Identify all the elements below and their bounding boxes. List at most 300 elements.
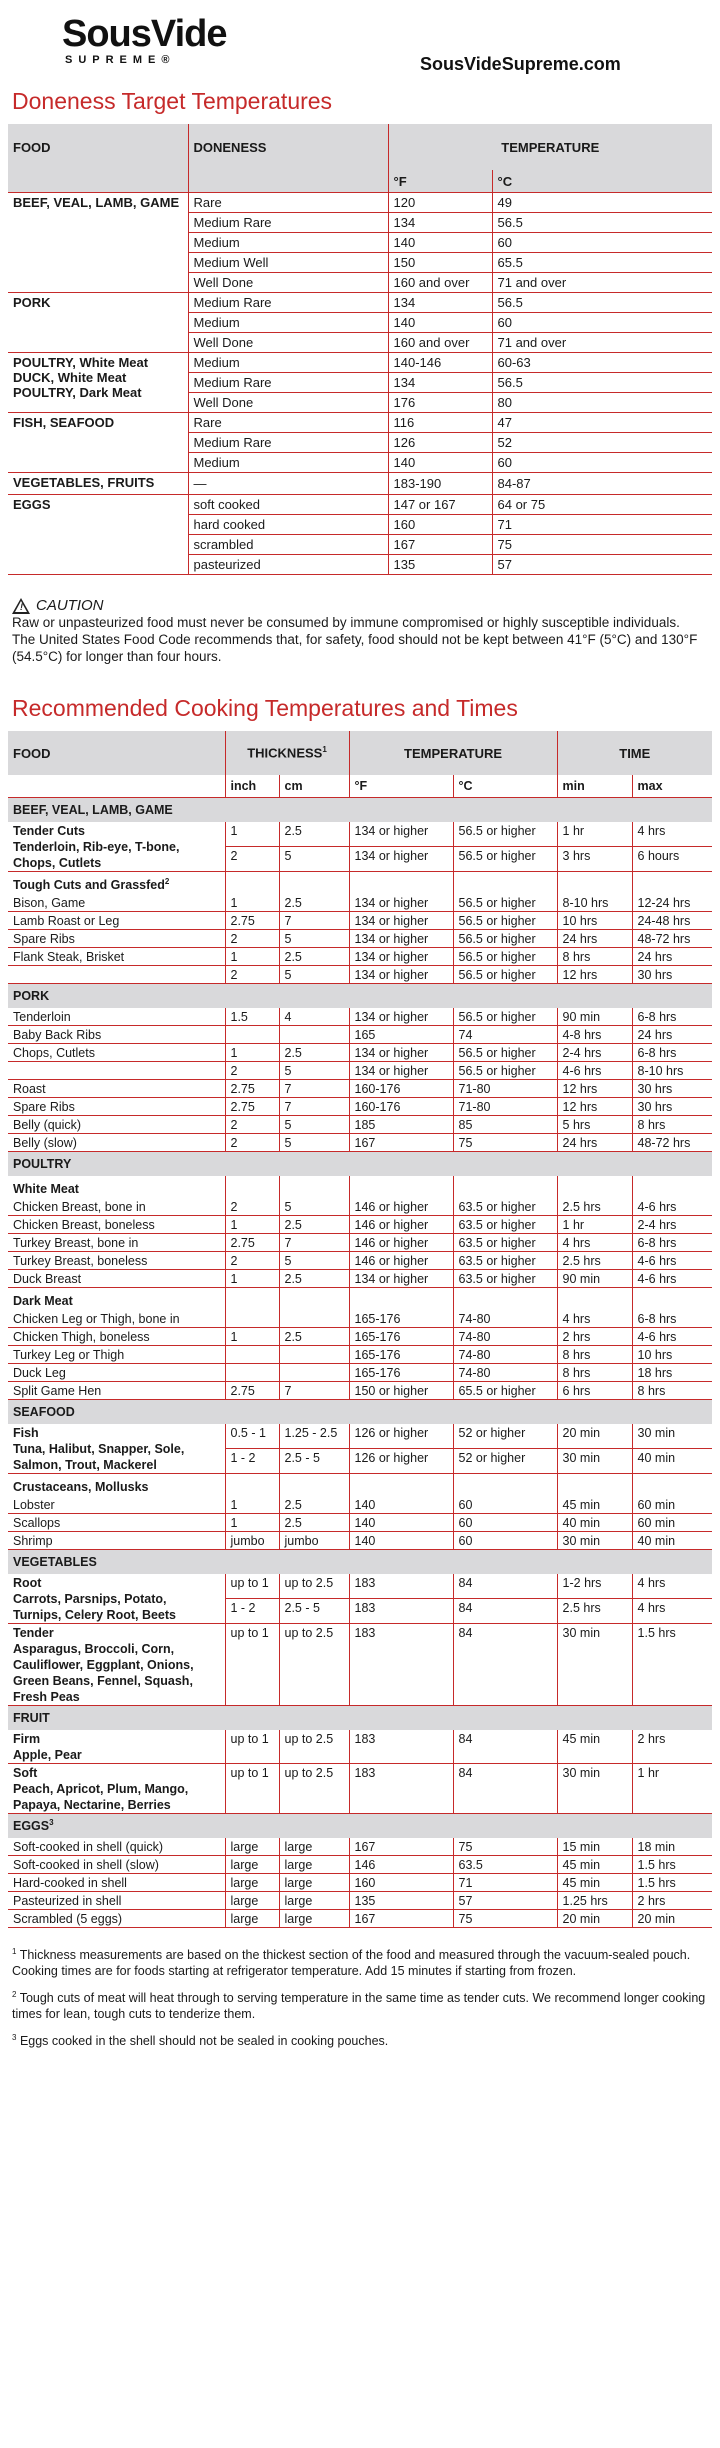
thickness-cm: 2.5 [279,1514,349,1532]
time-max: 1.5 hrs [632,1874,712,1892]
data-row [8,1496,712,1514]
caution-title: CAUTION [36,597,104,614]
time-min: 12 hrs [557,966,632,984]
category-text: VEGETABLES [13,1555,97,1569]
thickness-inch: 1 [225,1514,279,1532]
temp-c: 75 [453,1910,557,1928]
category-label [8,798,712,823]
thickness-cm: 7 [279,1080,349,1098]
data-row [8,1532,712,1550]
doneness-body [8,193,712,575]
food-line: DUCK, White Meat [13,370,127,385]
thickness-inch: 2.75 [225,912,279,930]
time-min: 45 min [557,1730,632,1764]
temp-c: 75 [492,535,712,555]
time-min: 2.5 hrs [557,1598,632,1623]
empty-cell [632,1176,712,1198]
thickness-cm: large [279,1910,349,1928]
time-min: 3 hrs [557,846,632,871]
time-min: 45 min [557,1856,632,1874]
time-max: 2 hrs [632,1892,712,1910]
thickness-inch: up to 1 [225,1574,279,1598]
subgroup-label [8,1624,225,1706]
thickness-inch: 2 [225,1134,279,1152]
thickness-inch: 2 [225,1252,279,1270]
thickness-inch: 1 [225,1328,279,1346]
time-max: 4-6 hrs [632,1328,712,1346]
food-name [8,193,188,293]
temp-c: 60 [492,233,712,253]
subgroup-row [8,872,712,895]
data-row [8,1116,712,1134]
thickness-inch: 2.75 [225,1098,279,1116]
temp-c: 75 [453,1134,557,1152]
temp-f: 140 [349,1532,453,1550]
time-min: 1.25 hrs [557,1892,632,1910]
temp-f: 140 [349,1496,453,1514]
time-min: 1-2 hrs [557,1574,632,1598]
thickness-cm: up to 2.5 [279,1764,349,1814]
temp-f: 134 or higher [349,1062,453,1080]
thickness-inch: 1 [225,948,279,966]
thickness-cm: jumbo [279,1532,349,1550]
thickness-inch [225,1346,279,1364]
time-max: 2 hrs [632,1730,712,1764]
time-max: 24 hrs [632,948,712,966]
food-name: Bison, Game [8,894,225,912]
time-min: 30 min [557,1624,632,1706]
temp-f: 134 [388,213,492,233]
temp-c: 47 [492,413,712,433]
doneness-level: Well Done [188,273,388,293]
thickness-inch: 1 - 2 [225,1448,279,1473]
temp-f: 160 [349,1874,453,1892]
temp-c: 60 [453,1532,557,1550]
data-row [8,1008,712,1026]
food-name: Lobster [8,1496,225,1514]
temp-f: 150 or higher [349,1382,453,1400]
temp-f: 183 [349,1624,453,1706]
footnote-ref: 3 [49,1818,54,1828]
temp-f: 134 or higher [349,948,453,966]
empty-cell [349,1288,453,1311]
temp-c: 60 [453,1514,557,1532]
data-row [8,1328,712,1346]
category-text: SEAFOOD [13,1405,75,1419]
subgroup-row [8,1474,712,1497]
thickness-cm: 2.5 - 5 [279,1598,349,1623]
empty-cell [279,872,349,895]
temp-c: 60-63 [492,353,712,373]
thickness-cm: 2.5 - 5 [279,1448,349,1473]
data-row [8,1856,712,1874]
thickness-cm: large [279,1874,349,1892]
subgroup-label [8,1288,225,1311]
food-name: Split Game Hen [8,1382,225,1400]
footnote-text: Tough cuts of meat will heat through to serving temperature in the same time as tender cuts. We recommend longer cooking times for lean, tough cuts to tenderize them. [12,1991,706,2022]
thickness-inch: large [225,1838,279,1856]
food-desc-line: Papaya, Nectarine, Berries [13,1798,171,1812]
temp-c: 63.5 or higher [453,1234,557,1252]
food-name: Scrambled (5 eggs) [8,1910,225,1928]
thickness-cm [279,1026,349,1044]
empty-cell [632,1474,712,1497]
thickness-cm: 7 [279,1382,349,1400]
thickness-cm: 5 [279,1252,349,1270]
food-name: Belly (quick) [8,1116,225,1134]
thickness-inch: 0.5 - 1 [225,1424,279,1448]
temp-f: 134 or higher [349,930,453,948]
food-desc-line: Salmon, Trout, Mackerel [13,1458,157,1472]
temp-c: 60 [453,1496,557,1514]
subgroup-label [8,1574,225,1624]
time-min: 40 min [557,1514,632,1532]
subgroup-text: Crustaceans, Mollusks [13,1480,149,1494]
subgroup-text: Tough Cuts and Grassfed [13,878,165,893]
time-max: 1.5 hrs [632,1856,712,1874]
thickness-cm: 1.25 - 2.5 [279,1424,349,1448]
subgroup-text: Dark Meat [13,1294,73,1308]
temp-f: 185 [349,1116,453,1134]
data-row [8,1364,712,1382]
thickness-inch: 1 [225,822,279,846]
temp-f: 165 [349,1026,453,1044]
data-row [8,1080,712,1098]
temp-c: 63.5 [453,1856,557,1874]
temp-f: 146 or higher [349,1252,453,1270]
food-name [8,413,188,473]
temp-c: 63.5 or higher [453,1216,557,1234]
food-header: FOOD [8,124,188,170]
doneness-level: Medium [188,453,388,473]
temp-f: 126 [388,433,492,453]
temp-f: 183-190 [388,473,492,495]
food-desc-line: Tuna, Halibut, Snapper, Sole, [13,1442,185,1456]
cooking-title: Recommended Cooking Temperatures and Times [12,695,518,721]
temp-c: 63.5 or higher [453,1270,557,1288]
thickness-inch: 2 [225,1062,279,1080]
time-min: 20 min [557,1910,632,1928]
caution-box [12,597,708,665]
temp-f: 140 [349,1514,453,1532]
thickness-inch: 2 [225,966,279,984]
max-header: max [632,775,712,798]
temp-c: 56.5 or higher [453,846,557,871]
temp-f: 135 [388,555,492,575]
thickness-inch: large [225,1856,279,1874]
empty-cell [453,1474,557,1497]
empty-cell [557,1176,632,1198]
temp-c: 56.5 or higher [453,822,557,846]
time-max: 30 hrs [632,1098,712,1116]
food-name: Belly (slow) [8,1134,225,1152]
temp-f: 126 or higher [349,1448,453,1473]
temp-f: 165-176 [349,1328,453,1346]
food-name: Shrimp [8,1532,225,1550]
food-line: POULTRY, White Meat [13,355,149,370]
thickness-header: THICKNESS$^1$ [225,731,349,775]
temp-c: 56.5 or higher [453,1008,557,1026]
food-line: PORK [13,295,51,310]
thickness-inch: 2 [225,1116,279,1134]
temp-c: 57 [492,555,712,575]
fahrenheit-header: °F [388,170,492,193]
data-row [8,1098,712,1116]
doneness-level: Well Done [188,393,388,413]
food-name: Chicken Breast, boneless [8,1216,225,1234]
thickness-cm: 2.5 [279,1044,349,1062]
subgroup-row [8,1624,712,1706]
temp-f: 160-176 [349,1080,453,1098]
food-desc-line: Peach, Apricot, Plum, Mango, [13,1782,189,1796]
temp-f: 160 and over [388,273,492,293]
temp-f: 183 [349,1730,453,1764]
temp-f: 183 [349,1574,453,1598]
doneness-row [8,353,712,373]
time-max: 24-48 hrs [632,912,712,930]
empty-cell [453,1176,557,1198]
footnote [12,1944,708,1979]
thickness-inch: 1 [225,1270,279,1288]
cooking-table [8,731,712,1928]
food-desc-line: Fresh Peas [13,1690,80,1704]
temp-f: 134 [388,293,492,313]
doneness-row [8,413,712,433]
temp-c: 84 [453,1624,557,1706]
food-name: Pasteurized in shell [8,1892,225,1910]
time-max: 30 hrs [632,966,712,984]
thickness-inch: large [225,1892,279,1910]
subgroup-text: Tender [13,1626,54,1640]
time-min: 45 min [557,1496,632,1514]
thickness-cm: large [279,1892,349,1910]
time-max: 40 min [632,1448,712,1473]
time-min: 12 hrs [557,1098,632,1116]
data-row [8,1874,712,1892]
time-min: 30 min [557,1532,632,1550]
thickness-cm: 2.5 [279,1270,349,1288]
temp-f: 160 [388,515,492,535]
thickness-cm: 7 [279,1098,349,1116]
thickness-inch: 1 [225,1044,279,1062]
doneness-level: scrambled [188,535,388,555]
category-row [8,1814,712,1839]
empty-cell [225,1176,279,1198]
empty-cell [225,872,279,895]
category-row [8,984,712,1009]
doneness-level: Medium Rare [188,373,388,393]
thickness-cm: up to 2.5 [279,1730,349,1764]
temp-f: 134 [388,373,492,393]
temp-c: 71 and over [492,333,712,353]
temp-c: 65.5 or higher [453,1382,557,1400]
food-desc-line: Apple, Pear [13,1748,82,1762]
temp-f: 165-176 [349,1310,453,1328]
food-name: Roast [8,1080,225,1098]
thickness-cm: 2.5 [279,822,349,846]
food-name [8,473,188,495]
cooking-body [8,798,712,1928]
temp-c: 56.5 or higher [453,966,557,984]
doneness-level: Medium Rare [188,213,388,233]
category-label [8,1706,712,1731]
fahrenheit-header: °F [349,775,453,798]
warning-triangle-icon: ! [12,598,30,614]
footnote [12,1987,708,2022]
data-row [8,1216,712,1234]
subgroup-label [8,1474,225,1497]
thickness-inch: 2 [225,846,279,871]
food-name: Duck Leg [8,1364,225,1382]
time-max: 30 hrs [632,1080,712,1098]
time-header: TIME [557,731,712,775]
temp-f: 134 or higher [349,894,453,912]
temp-f: 146 [349,1856,453,1874]
temp-f: 126 or higher [349,1424,453,1448]
time-max: 4-6 hrs [632,1270,712,1288]
temp-f: 146 or higher [349,1198,453,1216]
footnotes [12,1944,708,2057]
food-line: BEEF, VEAL, LAMB, GAME [13,195,180,210]
subgroup-text: Firm [13,1732,41,1746]
logo-main-text: SousVide [62,13,227,55]
temp-f: 134 or higher [349,1270,453,1288]
time-max: 8-10 hrs [632,1062,712,1080]
subgroup-row [8,1176,712,1198]
data-row [8,1134,712,1152]
temp-c: 56.5 [492,373,712,393]
time-min: 90 min [557,1008,632,1026]
thickness-cm: 5 [279,1116,349,1134]
header [0,0,720,84]
empty-cell [557,1474,632,1497]
subgroup-row [8,1730,712,1764]
temp-c: 52 or higher [453,1424,557,1448]
food-name [8,966,225,984]
site-url[interactable]: SousVideSupreme.com [420,54,621,74]
temp-c: 85 [453,1116,557,1134]
time-min: 2-4 hrs [557,1044,632,1062]
food-name: Baby Back Ribs [8,1026,225,1044]
temperature-header: TEMPERATURE [349,731,557,775]
temp-c: 56.5 or higher [453,930,557,948]
temp-f: 160 and over [388,333,492,353]
footnote-number: 1 [12,1947,17,1956]
data-row [8,1910,712,1928]
temp-f: 165-176 [349,1346,453,1364]
time-min: 2.5 hrs [557,1252,632,1270]
temp-c: 74-80 [453,1328,557,1346]
subgroup-text: Root [13,1576,42,1590]
food-name [8,495,188,575]
doneness-level: Rare [188,193,388,213]
thickness-inch: 2.75 [225,1080,279,1098]
temp-c: 71-80 [453,1080,557,1098]
time-max: 60 min [632,1496,712,1514]
food-desc-line: Green Beans, Fennel, Squash, [13,1674,193,1688]
time-min: 5 hrs [557,1116,632,1134]
footnote-number: 3 [12,2033,17,2043]
time-min: 90 min [557,1270,632,1288]
data-row [8,1062,712,1080]
subgroup-label [8,1730,225,1764]
temp-c: 52 or higher [453,1448,557,1473]
empty-cell [279,1176,349,1198]
inch-header: inch [225,775,279,798]
doneness-level: Medium Rare [188,293,388,313]
subgroup-row [8,1764,712,1814]
doneness-level: Medium Well [188,253,388,273]
food-name [8,353,188,413]
doneness-level: Medium [188,353,388,373]
data-row [8,948,712,966]
subgroup-row [8,1424,712,1448]
time-min: 2 hrs [557,1328,632,1346]
time-max: 8 hrs [632,1382,712,1400]
time-max: 4 hrs [632,1574,712,1598]
thickness-inch: up to 1 [225,1730,279,1764]
time-min: 2.5 hrs [557,1198,632,1216]
time-min: 12 hrs [557,1080,632,1098]
subgroup-label [8,1424,225,1474]
time-min: 10 hrs [557,912,632,930]
min-header: min [557,775,632,798]
thickness-inch [225,1364,279,1382]
time-max: 18 hrs [632,1364,712,1382]
subgroup-text: White Meat [13,1182,79,1196]
thickness-inch: 2.75 [225,1234,279,1252]
temp-c: 84 [453,1598,557,1623]
thickness-cm [279,1310,349,1328]
thickness-inch: 1 - 2 [225,1598,279,1623]
category-label [8,1814,712,1839]
food-name: Tenderloin [8,1008,225,1026]
subgroup-text: Tender Cuts [13,824,85,838]
subgroup-text: Soft [13,1766,38,1780]
time-max: 40 min [632,1532,712,1550]
empty-cell [349,1176,453,1198]
subgroup-row [8,1288,712,1311]
food-line: FISH, SEAFOOD [13,415,115,430]
temperature-header: TEMPERATURE [388,124,712,170]
thickness-inch: up to 1 [225,1624,279,1706]
food-name: Chops, Cutlets [8,1044,225,1062]
temp-f: 134 or higher [349,822,453,846]
food-name: Turkey Breast, bone in [8,1234,225,1252]
doneness-row [8,495,712,515]
temp-c: 56.5 or higher [453,912,557,930]
temp-c: 56.5 or higher [453,1062,557,1080]
category-label [8,1152,712,1177]
cm-header: cm [279,775,349,798]
time-min: 4-6 hrs [557,1062,632,1080]
temp-f: 167 [388,535,492,555]
footnote-ref: 2 [164,877,170,887]
time-max: 2-4 hrs [632,1216,712,1234]
empty-cell [225,1474,279,1497]
temp-c: 84 [453,1730,557,1764]
temp-f: 135 [349,1892,453,1910]
time-min: 1 hr [557,1216,632,1234]
food-name: Flank Steak, Brisket [8,948,225,966]
food-name: Spare Ribs [8,930,225,948]
time-max: 4 hrs [632,1598,712,1623]
temp-c: 52 [492,433,712,453]
temp-f: 146 or higher [349,1216,453,1234]
time-min: 6 hrs [557,1382,632,1400]
data-row [8,1044,712,1062]
time-min: 24 hrs [557,930,632,948]
